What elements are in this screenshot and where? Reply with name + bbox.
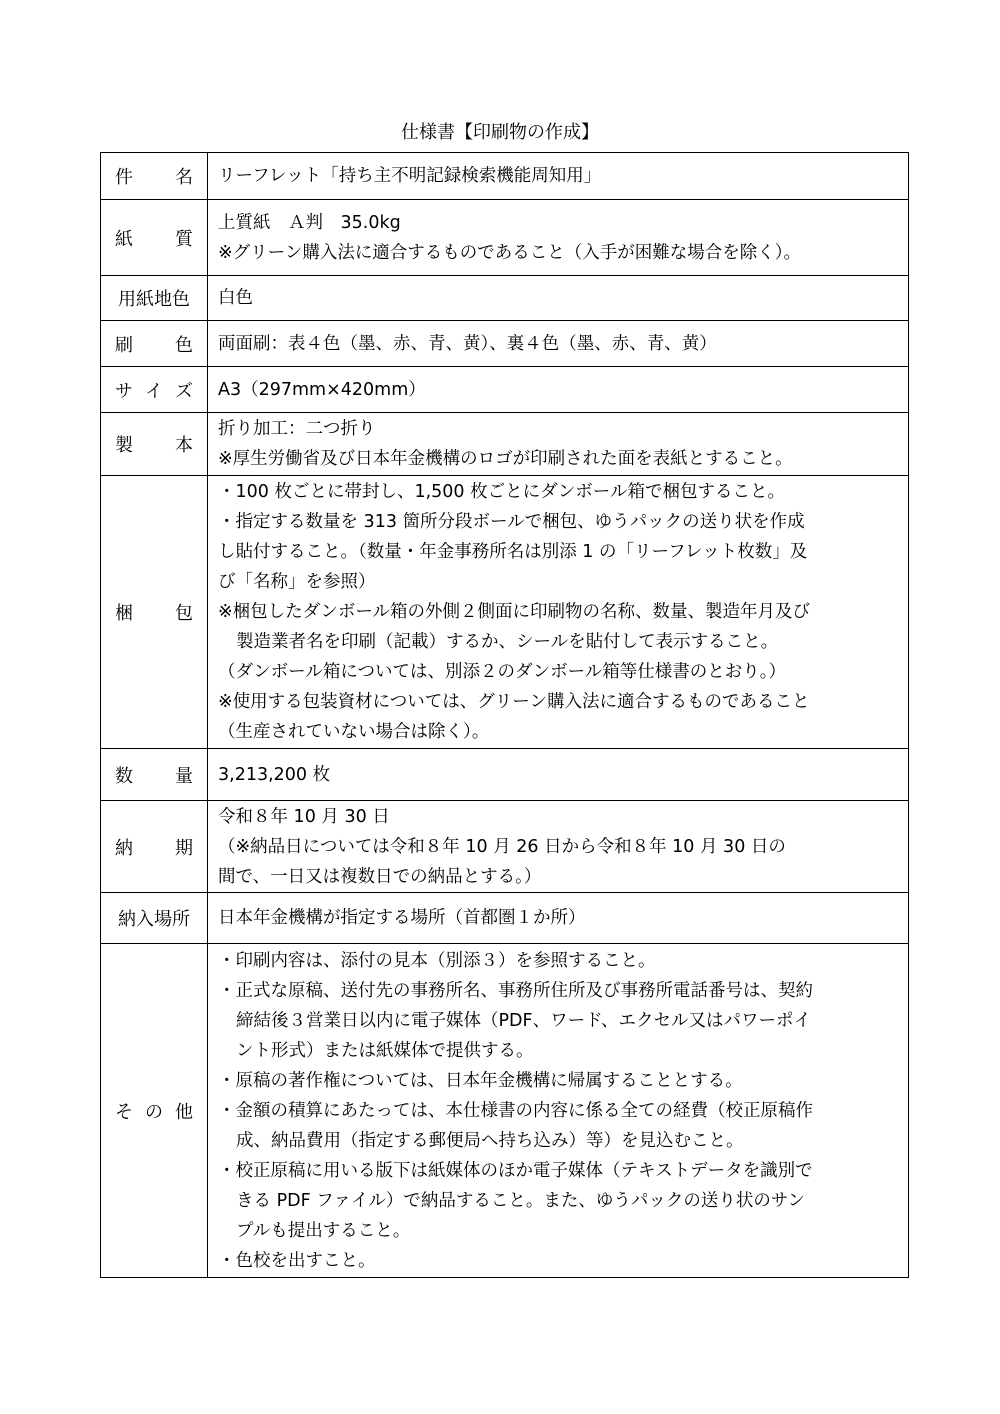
text-line: 締結後３営業日以内に電子媒体（PDF、ワード、エクセル又はパワーポイ: [236, 1010, 812, 1031]
row-quantity: [101, 749, 909, 801]
label-name: [101, 153, 208, 200]
label-char: 紙: [115, 228, 133, 250]
label-char: 刷: [115, 334, 133, 356]
label-char: 名: [175, 167, 193, 188]
text-line: し貼付すること。（数量・年金事務所名は別添 1 の「リーフレット枚数」及: [218, 542, 808, 562]
text-line: 成、納品費用（指定する郵便局へ持ち込み）等）を見込むこと。: [236, 1130, 744, 1151]
bullet-line: ・色校を出すこと。: [218, 1250, 376, 1271]
label-char: ズ: [175, 380, 193, 402]
label-char: 数: [115, 765, 133, 787]
text-line: 折り加工：二つ折り: [218, 419, 376, 439]
text-line: プルも提出すること。: [236, 1220, 411, 1241]
spec-table: [100, 152, 909, 1278]
row-paper: [101, 200, 909, 276]
text-line: （※納品日については令和８年 10 月 26 日から令和８年 10 月 30 日の: [218, 836, 786, 857]
row-name: [101, 153, 909, 200]
value-paper: [208, 200, 909, 276]
text-line: きる PDF ファイル）で納品すること。また、ゆうパックの送り状のサン: [236, 1190, 805, 1211]
row-paper-color: [101, 276, 909, 321]
text-line: ント形式）または紙媒体で提供する。: [236, 1040, 534, 1061]
text-line: ※グリーン購入法に適合するものであること（入手が困難な場合を除く）。: [218, 242, 802, 263]
value-quantity: 3,213,200 枚: [208, 749, 909, 801]
text-line: 上質紙 Ａ判 35.0kg: [218, 212, 401, 233]
text-line: ・指定する数量を 313 箇所分段ボールで梱包、ゆうパックの送り状を作成: [218, 512, 805, 532]
label-delivery-date: [101, 801, 208, 893]
label-print-color: [101, 321, 208, 367]
label-char: イ: [145, 380, 163, 402]
label-char: 納: [115, 837, 133, 859]
value-print-color: 両面刷：表４色（墨、赤、青、黄）、裏４色（墨、赤、青、黄）: [208, 321, 909, 367]
value-binding: [208, 413, 909, 476]
label-binding: [101, 413, 208, 476]
label-char: 他: [175, 1101, 193, 1123]
text-line: （生産されていない場合は除く）。: [218, 722, 490, 742]
label-char: 件: [115, 167, 133, 188]
text-line: ※使用する包装資材については、グリーン購入法に適合するものであること: [218, 692, 810, 712]
bullet-line: ・正式な原稿、送付先の事務所名、事務所住所及び事務所電話番号は、契約: [218, 980, 813, 1001]
label-char: 色: [175, 334, 193, 356]
text-line: ※厚生労働省及び日本年金機構のロゴが印刷された面を表紙とすること。: [218, 449, 793, 469]
text-line: ※梱包したダンボール箱の外側２側面に印刷物の名称、数量、製造年月及び: [218, 602, 810, 622]
label-quantity: [101, 749, 208, 801]
text-line: ・100 枚ごとに帯封し、1,500 枚ごとにダンボール箱で梱包すること。: [218, 482, 785, 502]
label-packing: [101, 476, 208, 749]
row-binding: [101, 413, 909, 476]
bullet-line: ・原稿の著作権については、日本年金機構に帰属することとする。: [218, 1070, 743, 1091]
row-other: [101, 944, 909, 1278]
label-char: 質: [175, 228, 193, 250]
bullet-line: ・校正原稿に用いる版下は紙媒体のほか電子媒体（テキストデータを識別で: [218, 1160, 813, 1181]
value-packing: [208, 476, 909, 749]
label-char: 量: [175, 765, 193, 787]
label-char: そ: [115, 1101, 133, 1123]
document-title: 仕様書【印刷物の作成】: [401, 122, 599, 143]
value-other: [208, 944, 909, 1278]
row-delivery-date: [101, 801, 909, 893]
bullet-line: ・金額の積算にあたっては、本仕様書の内容に係る全ての経費（校正原稿作: [218, 1100, 813, 1121]
label-char: 製: [115, 435, 133, 456]
text-line: 間で、一日又は複数日での納品とする。）: [218, 866, 542, 887]
label-char: の: [145, 1101, 163, 1123]
bullet-line: ・印刷内容は、添付の見本（別添３）を参照すること。: [218, 950, 656, 971]
text-line: 令和８年 10 月 30 日: [218, 806, 390, 827]
row-size: [101, 367, 909, 413]
value-name: リーフレット「持ち主不明記録検索機能周知用」: [208, 153, 909, 200]
label-char: 期: [175, 837, 193, 859]
label-size: [101, 367, 208, 413]
value-paper-color: 白色: [208, 276, 909, 321]
text-line: び「名称」を参照）: [218, 572, 376, 592]
text-line: （ダンボール箱については、別添２のダンボール箱等仕様書のとおり。）: [218, 662, 787, 682]
label-other: [101, 944, 208, 1278]
label-paper-color: 用紙地色: [101, 276, 208, 321]
text-line: 製造業者名を印刷（記載）するか、シールを貼付して表示すること。: [236, 632, 779, 652]
value-delivery-date: [208, 801, 909, 893]
label-char: 本: [175, 435, 193, 456]
label-char: 梱: [115, 603, 133, 624]
label-delivery-place: 納入場所: [101, 893, 208, 944]
label-paper: [101, 200, 208, 276]
value-size: A3（297mm×420mm）: [208, 367, 909, 413]
row-delivery-place: [101, 893, 909, 944]
label-char: サ: [115, 380, 133, 402]
row-packing: [101, 476, 909, 749]
row-print-color: [101, 321, 909, 367]
label-char: 包: [175, 603, 193, 624]
value-delivery-place: 日本年金機構が指定する場所（首都圏１か所）: [208, 893, 909, 944]
